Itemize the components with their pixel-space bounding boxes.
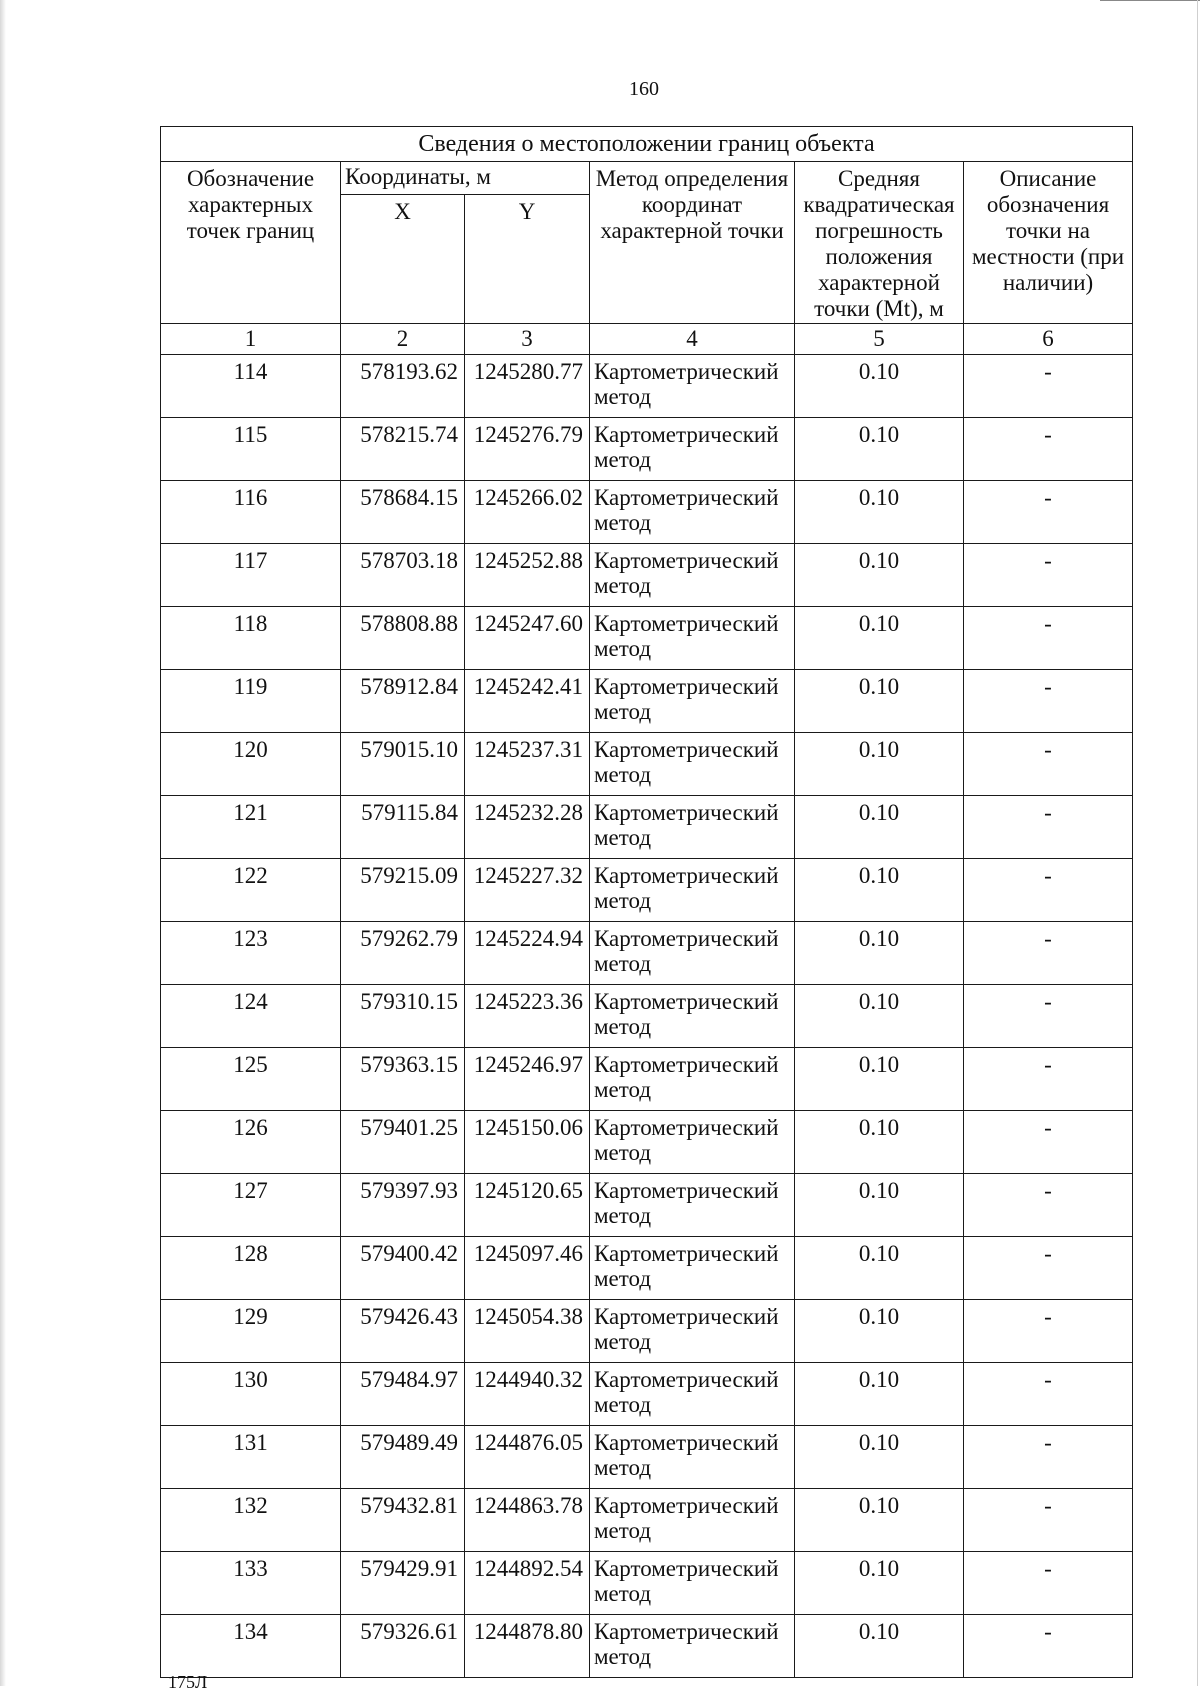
cell-error: 0.10 xyxy=(795,1111,964,1174)
boundary-points-table xyxy=(160,126,1133,1678)
table-row xyxy=(161,1489,1133,1552)
cell-description: - xyxy=(964,859,1133,922)
cell-point: 114 xyxy=(161,355,341,418)
cell-error: 0.10 xyxy=(795,859,964,922)
cell-point: 120 xyxy=(161,733,341,796)
cell-description: - xyxy=(964,1300,1133,1363)
cell-y: 1245120.65 xyxy=(465,1174,590,1237)
cell-method: Картометрический метод xyxy=(590,1048,795,1111)
cell-error: 0.10 xyxy=(795,1363,964,1426)
cell-description: - xyxy=(964,1174,1133,1237)
cell-y: 1244878.80 xyxy=(465,1615,590,1678)
cell-y: 1245276.79 xyxy=(465,418,590,481)
column-number: 4 xyxy=(590,324,795,355)
table-row xyxy=(161,1111,1133,1174)
cell-x: 578193.62 xyxy=(341,355,465,418)
column-number: 2 xyxy=(341,324,465,355)
cell-point: 127 xyxy=(161,1174,341,1237)
cell-description: - xyxy=(964,355,1133,418)
cell-method: Картометрический метод xyxy=(590,355,795,418)
header-method: Метод определения координат характерной точки xyxy=(590,162,795,324)
cell-point: 133 xyxy=(161,1552,341,1615)
cell-description: - xyxy=(964,1111,1133,1174)
column-number: 5 xyxy=(795,324,964,355)
cell-x: 579489.49 xyxy=(341,1426,465,1489)
cell-y: 1245247.60 xyxy=(465,607,590,670)
cell-y: 1245237.31 xyxy=(465,733,590,796)
cell-method: Картометрический метод xyxy=(590,1300,795,1363)
cell-error: 0.10 xyxy=(795,607,964,670)
cell-y: 1245280.77 xyxy=(465,355,590,418)
cell-point: 129 xyxy=(161,1300,341,1363)
cell-description: - xyxy=(964,481,1133,544)
table-row xyxy=(161,1300,1133,1363)
cell-x: 578684.15 xyxy=(341,481,465,544)
cell-point: 124 xyxy=(161,985,341,1048)
cell-error: 0.10 xyxy=(795,1426,964,1489)
table-row xyxy=(161,607,1133,670)
cell-method: Картометрический метод xyxy=(590,733,795,796)
cell-x: 578703.18 xyxy=(341,544,465,607)
cell-point: 122 xyxy=(161,859,341,922)
column-number: 6 xyxy=(964,324,1133,355)
scan-edge-left xyxy=(0,0,6,1686)
cell-y: 1244876.05 xyxy=(465,1426,590,1489)
cell-x: 579310.15 xyxy=(341,985,465,1048)
cell-error: 0.10 xyxy=(795,355,964,418)
table-row xyxy=(161,922,1133,985)
header-x: X xyxy=(341,195,465,324)
cell-point: 123 xyxy=(161,922,341,985)
cell-description: - xyxy=(964,796,1133,859)
cell-method: Картометрический метод xyxy=(590,1552,795,1615)
cell-description: - xyxy=(964,670,1133,733)
footer-code: 175Л xyxy=(168,1672,208,1692)
cell-y: 1245097.46 xyxy=(465,1237,590,1300)
table-row xyxy=(161,355,1133,418)
cell-error: 0.10 xyxy=(795,1489,964,1552)
cell-x: 579400.42 xyxy=(341,1237,465,1300)
cell-method: Картометрический метод xyxy=(590,1237,795,1300)
table-row xyxy=(161,985,1133,1048)
scan-line-top xyxy=(1100,0,1200,1)
header-y: Y xyxy=(465,195,590,324)
cell-method: Картометрический метод xyxy=(590,1111,795,1174)
table-row xyxy=(161,418,1133,481)
cell-point: 130 xyxy=(161,1363,341,1426)
cell-method: Картометрический метод xyxy=(590,1615,795,1678)
cell-description: - xyxy=(964,1363,1133,1426)
cell-method: Картометрический метод xyxy=(590,922,795,985)
cell-point: 128 xyxy=(161,1237,341,1300)
cell-error: 0.10 xyxy=(795,1174,964,1237)
cell-description: - xyxy=(964,1615,1133,1678)
cell-point: 115 xyxy=(161,418,341,481)
cell-x: 578215.74 xyxy=(341,418,465,481)
cell-y: 1245232.28 xyxy=(465,796,590,859)
cell-x: 579426.43 xyxy=(341,1300,465,1363)
cell-x: 579484.97 xyxy=(341,1363,465,1426)
header-point: Обозначение характерных точек границ xyxy=(161,162,341,324)
cell-method: Картометрический метод xyxy=(590,1174,795,1237)
cell-method: Картометрический метод xyxy=(590,1363,795,1426)
cell-error: 0.10 xyxy=(795,1552,964,1615)
cell-description: - xyxy=(964,1489,1133,1552)
cell-description: - xyxy=(964,1426,1133,1489)
cell-error: 0.10 xyxy=(795,1048,964,1111)
cell-error: 0.10 xyxy=(795,481,964,544)
column-number-row xyxy=(161,324,1133,355)
cell-method: Картометрический метод xyxy=(590,607,795,670)
cell-y: 1245054.38 xyxy=(465,1300,590,1363)
cell-error: 0.10 xyxy=(795,985,964,1048)
cell-method: Картометрический метод xyxy=(590,544,795,607)
cell-y: 1245223.36 xyxy=(465,985,590,1048)
cell-error: 0.10 xyxy=(795,544,964,607)
header-description: Описание обозначения точки на местности (при наличии) xyxy=(964,162,1133,324)
cell-x: 579326.61 xyxy=(341,1615,465,1678)
scan-line-right xyxy=(1197,0,1198,1686)
cell-y: 1244863.78 xyxy=(465,1489,590,1552)
cell-y: 1245224.94 xyxy=(465,922,590,985)
table-row xyxy=(161,1237,1133,1300)
cell-error: 0.10 xyxy=(795,796,964,859)
cell-method: Картометрический метод xyxy=(590,418,795,481)
cell-x: 579401.25 xyxy=(341,1111,465,1174)
cell-description: - xyxy=(964,733,1133,796)
cell-method: Картометрический метод xyxy=(590,1426,795,1489)
cell-x: 579429.91 xyxy=(341,1552,465,1615)
cell-method: Картометрический метод xyxy=(590,670,795,733)
cell-x: 578912.84 xyxy=(341,670,465,733)
header-error: Средняя квадратическая погрешность положения характерной точки (Mt), м xyxy=(795,162,964,324)
cell-point: 131 xyxy=(161,1426,341,1489)
cell-point: 121 xyxy=(161,796,341,859)
cell-x: 579115.84 xyxy=(341,796,465,859)
cell-x: 579432.81 xyxy=(341,1489,465,1552)
cell-point: 119 xyxy=(161,670,341,733)
cell-description: - xyxy=(964,418,1133,481)
cell-y: 1245242.41 xyxy=(465,670,590,733)
cell-x: 579015.10 xyxy=(341,733,465,796)
cell-x: 579397.93 xyxy=(341,1174,465,1237)
table-row xyxy=(161,1048,1133,1111)
cell-point: 116 xyxy=(161,481,341,544)
cell-method: Картометрический метод xyxy=(590,481,795,544)
table-title-row xyxy=(161,127,1133,162)
cell-point: 132 xyxy=(161,1489,341,1552)
cell-y: 1244940.32 xyxy=(465,1363,590,1426)
cell-error: 0.10 xyxy=(795,670,964,733)
cell-method: Картометрический метод xyxy=(590,1489,795,1552)
header-coordinates: Координаты, м xyxy=(341,162,590,195)
table-row xyxy=(161,544,1133,607)
table-header-row xyxy=(161,162,1133,195)
cell-x: 578808.88 xyxy=(341,607,465,670)
cell-point: 118 xyxy=(161,607,341,670)
cell-y: 1245266.02 xyxy=(465,481,590,544)
cell-description: - xyxy=(964,922,1133,985)
cell-y: 1244892.54 xyxy=(465,1552,590,1615)
cell-method: Картометрический метод xyxy=(590,985,795,1048)
cell-y: 1245227.32 xyxy=(465,859,590,922)
cell-method: Картометрический метод xyxy=(590,859,795,922)
cell-description: - xyxy=(964,607,1133,670)
cell-error: 0.10 xyxy=(795,1615,964,1678)
table-row xyxy=(161,481,1133,544)
cell-method: Картометрический метод xyxy=(590,796,795,859)
column-number: 1 xyxy=(161,324,341,355)
column-number: 3 xyxy=(465,324,590,355)
cell-description: - xyxy=(964,1048,1133,1111)
cell-error: 0.10 xyxy=(795,1237,964,1300)
page-number: 160 xyxy=(629,78,659,100)
cell-error: 0.10 xyxy=(795,733,964,796)
table-row xyxy=(161,1552,1133,1615)
table-row xyxy=(161,1174,1133,1237)
table-row xyxy=(161,1615,1133,1678)
cell-y: 1245252.88 xyxy=(465,544,590,607)
cell-point: 125 xyxy=(161,1048,341,1111)
cell-x: 579262.79 xyxy=(341,922,465,985)
cell-error: 0.10 xyxy=(795,1300,964,1363)
table-row xyxy=(161,1363,1133,1426)
table-row xyxy=(161,859,1133,922)
table-row xyxy=(161,796,1133,859)
table-row xyxy=(161,670,1133,733)
cell-error: 0.10 xyxy=(795,922,964,985)
cell-y: 1245246.97 xyxy=(465,1048,590,1111)
table-row xyxy=(161,1426,1133,1489)
cell-point: 126 xyxy=(161,1111,341,1174)
cell-y: 1245150.06 xyxy=(465,1111,590,1174)
cell-description: - xyxy=(964,544,1133,607)
cell-description: - xyxy=(964,1552,1133,1615)
cell-point: 134 xyxy=(161,1615,341,1678)
cell-x: 579363.15 xyxy=(341,1048,465,1111)
cell-point: 117 xyxy=(161,544,341,607)
table-row xyxy=(161,733,1133,796)
cell-x: 579215.09 xyxy=(341,859,465,922)
cell-description: - xyxy=(964,985,1133,1048)
cell-description: - xyxy=(964,1237,1133,1300)
cell-error: 0.10 xyxy=(795,418,964,481)
table-title: Сведения о местоположении границ объекта xyxy=(161,127,1133,162)
